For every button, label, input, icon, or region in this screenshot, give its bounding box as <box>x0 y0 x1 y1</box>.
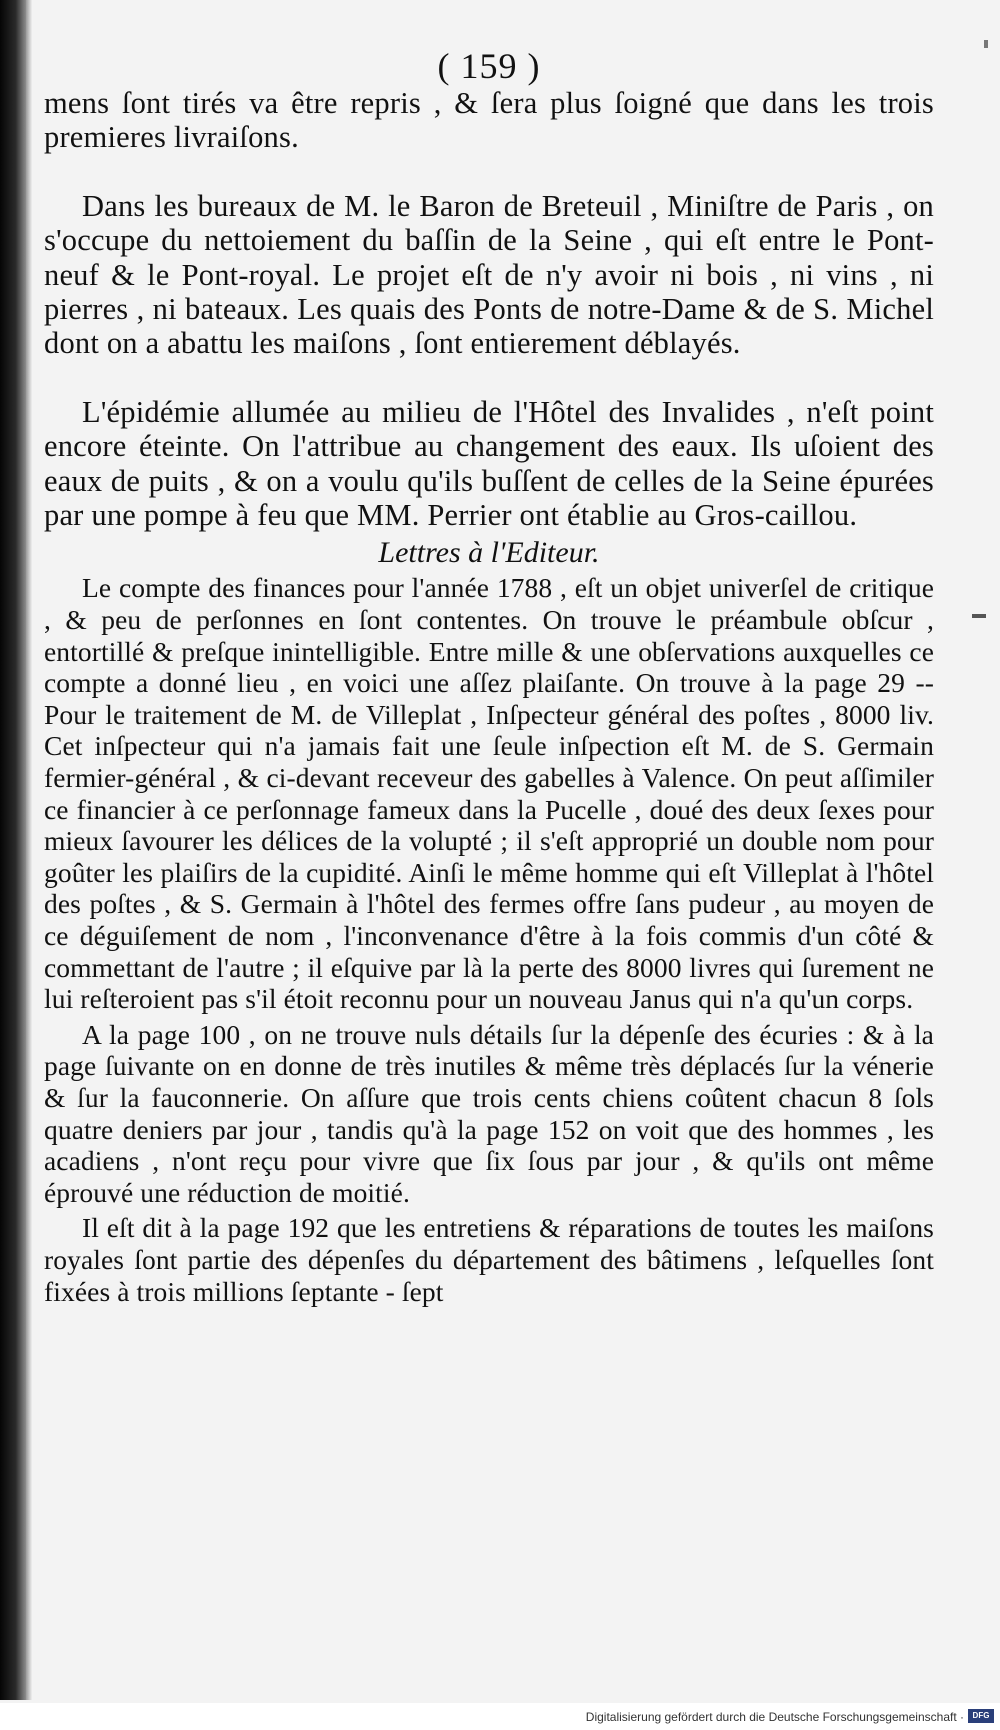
document-page <box>44 48 934 1307</box>
letter-paragraph-batimens: Il eſt dit à la page 192 que les entretiens & réparations de toutes les maiſons royales ſont partie des dépenſes du département des bâtimens , leſquelles ſont fixées à trois millions ſeptante - ſept <box>44 1212 934 1307</box>
digitization-credit: Digitalisierung gefördert durch die Deutsche Forschungsgemeinschaft · <box>585 1710 964 1724</box>
page-number: ( 159 ) <box>437 46 541 86</box>
letter-paragraph-finances: Le compte des finances pour l'année 1788 , eſt un objet univerſel de critique , & peu de perſonnes en ſont contentes. On trouve le préambule obſcur , entortillé & preſque inintelligible. Entre mille & une obſervations auxquelles ce compte a donné lieu , en voici une aſſez plaiſante. On trouve à la page 29 -- Pour le traitement de M. de Villeplat , Inſpecteur général des poſtes , 8000 liv. Cet inſpecteur qui n'a jamais fait une ſeule inſpection eſt M. de S. Germain fermier-général , & ci-devant receveur des gabelles à Valence. On peut aſſimiler ce financier à ce perſonnage fameux dans la Pucelle , doué des deux ſexes pour mieux ſavourer les délices de la volupté ; il s'eſt approprié un double nom pour goûter les plaiſirs de la cupidité. Ainſi le même homme qui eſt Villeplat à l'hôtel des poſtes , & S. Germain à l'hôtel des fermes offre ſans pudeur , au moyen de ce déguiſement de nom , l'inconvenance d'être à la fois commis d'un côté & commettant de l'autre ; il eſquive par là la perte des 8000 livres qui ſurement ne lui reſteroient pas s'il étoit reconnu pour un nouveau Janus qui n'a qu'un corps. <box>44 572 934 1015</box>
book-spine-shadow <box>0 0 26 1700</box>
paragraph-continued: mens ſont tirés va être repris , & ſera plus ſoigné que dans les trois premieres livraiſons. <box>44 86 934 155</box>
section-heading: Lettres à l'Editeur. <box>378 536 600 570</box>
paragraph-breteuil: Dans les bureaux de M. le Baron de Breteuil , Miniſtre de Paris , on s'occupe du nettoiement du baſſin de la Seine , qui eſt entre le Pont-neuf & le Pont-royal. Le projet eſt de n'y avoir ni bois , ni vins , ni pierres , ni bateaux. Les quais des Ponts de notre-Dame & de S. Michel dont on a abattu les maiſons , ſont entierement déblayés. <box>44 188 934 361</box>
page-speck <box>972 614 986 618</box>
paragraph-invalides: L'épidémie allumée au milieu de l'Hôtel des Invalides , n'eſt point encore éteinte. On l'attribue au changement des eaux. Ils uſoient des eaux de puits , & on a voulu qu'ils buſſent de celles de la Seine épurées par une pompe à feu que MM. Perrier ont établie au Gros-caillou. <box>44 394 934 533</box>
page-gutter <box>26 0 32 1700</box>
dfg-logo-icon: DFG <box>968 1709 994 1723</box>
letter-paragraph-ecuries: A la page 100 , on ne trouve nuls détails ſur la dépenſe des écuries : & à la page ſuivante on en donne de très inutiles & même très déplacés ſur la vénerie & ſur la fauconnerie. On aſſure que trois cents chiens coûtent chacun 8 ſols quatre deniers par jour , tandis qu'à la page 152 on voit que des hommes , les acadiens , n'ont reçu pour vivre que ſix ſous par jour , & qu'ils ont même éprouvé une réduction de moitié. <box>44 1018 934 1208</box>
digitization-footer <box>0 1703 1000 1730</box>
page-speck <box>984 40 988 48</box>
